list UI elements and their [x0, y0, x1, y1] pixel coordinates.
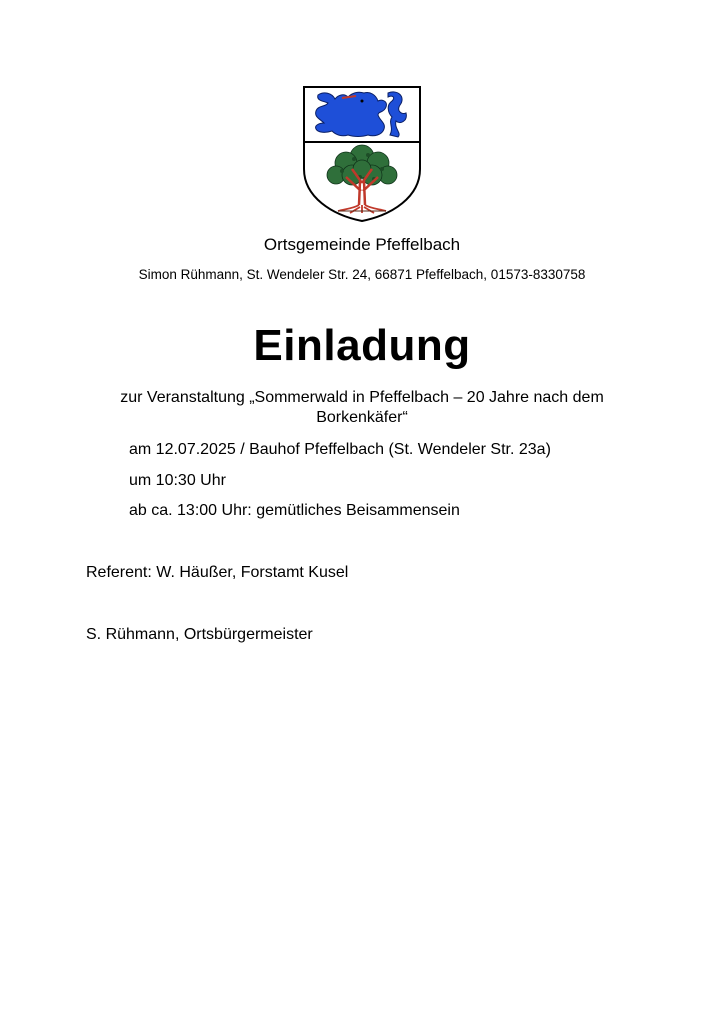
speaker-line: Referent: W. Häußer, Forstamt Kusel: [86, 564, 349, 581]
page-title: Einladung: [253, 321, 471, 370]
event-subtitle: zur Veranstaltung „Sommerwald in Pfeffelbach – 20 Jahre nach dem Borkenkäfer“: [120, 389, 604, 426]
signature-line: S. Rühmann, Ortsbürgermeister: [86, 626, 313, 643]
event-date-location: am 12.07.2025 / Bauhof Pfeffelbach (St. Wendeler Str. 23a): [129, 441, 551, 458]
event-gathering: ab ca. 13:00 Uhr: gemütliches Beisammensein: [129, 502, 460, 519]
coat-of-arms-icon: [302, 85, 422, 223]
event-time: um 10:30 Uhr: [129, 472, 226, 489]
contact-address: Simon Rühmann, St. Wendeler Str. 24, 66871 Pfeffelbach, 01573-8330758: [138, 267, 586, 282]
organization-name: Ortsgemeinde Pfeffelbach: [263, 235, 461, 254]
